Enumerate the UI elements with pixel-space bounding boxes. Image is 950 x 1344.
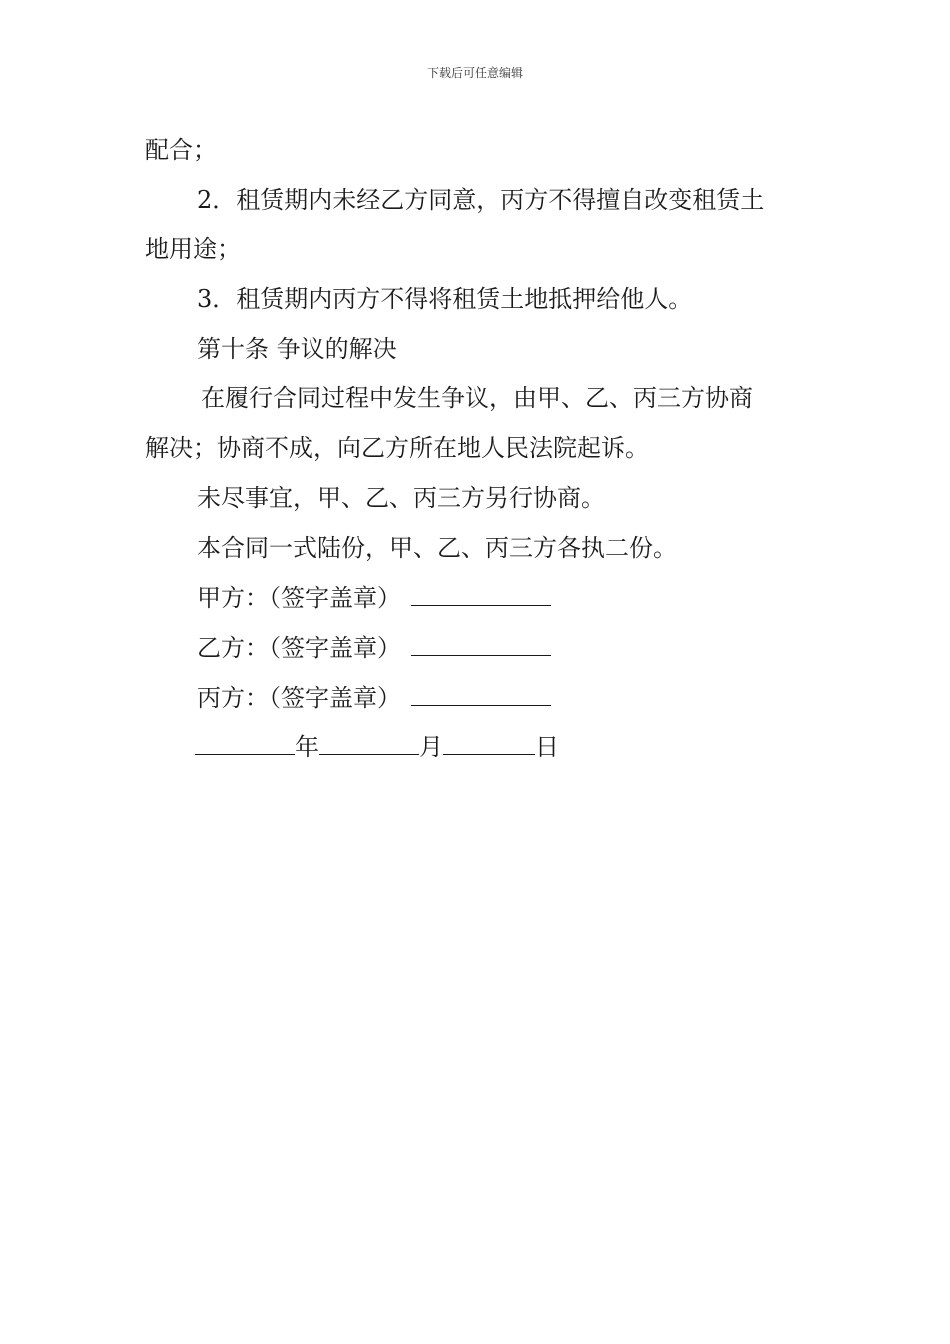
article-10-heading: 第十条 争议的解决 bbox=[197, 335, 397, 363]
dispute-paragraph-continued: 解决；协商不成，向乙方所在地人民法院起诉。 bbox=[145, 434, 649, 462]
signature-party-b bbox=[197, 633, 551, 663]
day-label: 日 bbox=[535, 733, 559, 761]
year-label: 年 bbox=[295, 733, 319, 761]
signature-party-b-label: 乙方：（签字盖章） bbox=[197, 634, 401, 662]
dispute-paragraph: 在履行合同过程中发生争议，由甲、乙、丙三方协商 bbox=[201, 384, 753, 412]
signature-party-a-blank bbox=[411, 583, 551, 606]
month-blank bbox=[319, 732, 419, 755]
page-header: 下载后可任意编辑 bbox=[426, 66, 523, 80]
signature-party-c-label: 丙方：（签字盖章） bbox=[197, 684, 401, 712]
clause-2: 2．租赁期内未经乙方同意，丙方不得擅自改变租赁土 bbox=[197, 186, 765, 214]
clause-3: 3．租赁期内丙方不得将租赁土地抵押给他人。 bbox=[197, 285, 693, 313]
copies-clause: 本合同一式陆份，甲、乙、丙三方各执二份。 bbox=[197, 534, 677, 562]
signature-party-a-label: 甲方：（签字盖章） bbox=[197, 584, 401, 612]
text-line-1: 配合； bbox=[145, 136, 217, 164]
signature-party-c bbox=[197, 683, 551, 713]
date-line bbox=[195, 732, 559, 762]
month-label: 月 bbox=[419, 733, 443, 761]
clause-2-continued: 地用途； bbox=[145, 235, 241, 263]
signature-party-b-blank bbox=[411, 633, 551, 656]
signature-party-c-blank bbox=[411, 683, 551, 706]
year-blank bbox=[195, 732, 295, 755]
signature-party-a bbox=[197, 583, 551, 613]
unsettled-matters: 未尽事宜，甲、乙、丙三方另行协商。 bbox=[197, 484, 605, 512]
day-blank bbox=[443, 732, 535, 755]
